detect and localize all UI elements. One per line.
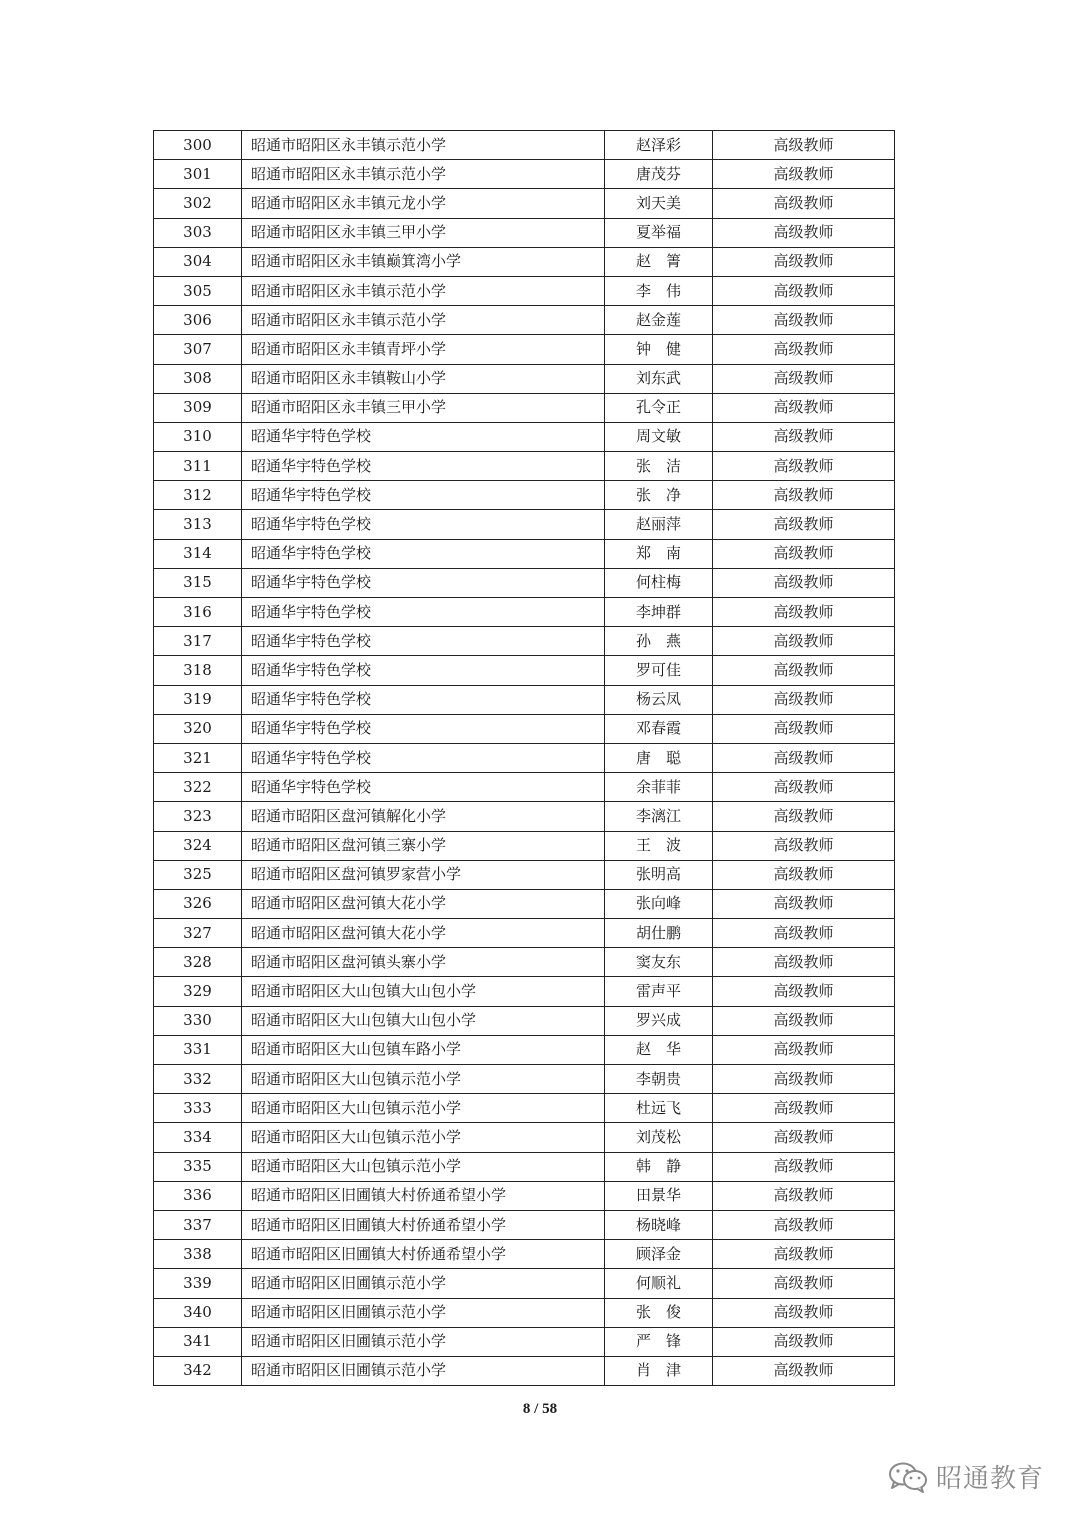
professional-title: 高级教师 [713,247,895,276]
professional-title: 高级教师 [713,1065,895,1094]
school-name: 昭通华宇特色学校 [242,656,605,685]
professional-title: 高级教师 [713,364,895,393]
school-name: 昭通市昭阳区永丰镇示范小学 [242,131,605,160]
teacher-name: 肖 津 [605,1356,713,1385]
table-row [154,364,895,393]
school-name: 昭通华宇特色学校 [242,452,605,481]
row-number: 309 [154,393,242,422]
teacher-name: 孔令正 [605,393,713,422]
row-number: 332 [154,1065,242,1094]
row-number: 339 [154,1269,242,1298]
teacher-name: 余菲菲 [605,773,713,802]
table-row [154,568,895,597]
row-number: 321 [154,743,242,772]
professional-title: 高级教师 [713,131,895,160]
row-number: 301 [154,160,242,189]
row-number: 326 [154,889,242,918]
school-name: 昭通市昭阳区盘河镇罗家营小学 [242,860,605,889]
teacher-name: 张 净 [605,481,713,510]
table-row [154,1240,895,1269]
row-number: 323 [154,802,242,831]
professional-title: 高级教师 [713,189,895,218]
teacher-name: 胡仕鹏 [605,919,713,948]
table-row [154,306,895,335]
school-name: 昭通市昭阳区旧圃镇示范小学 [242,1356,605,1385]
teacher-name: 邓春霞 [605,714,713,743]
row-number: 317 [154,627,242,656]
professional-title: 高级教师 [713,1006,895,1035]
table-row [154,481,895,510]
professional-title: 高级教师 [713,1210,895,1239]
table-row [154,773,895,802]
table-row [154,656,895,685]
school-name: 昭通华宇特色学校 [242,510,605,539]
teacher-name: 窦友东 [605,948,713,977]
school-name: 昭通市昭阳区大山包镇示范小学 [242,1123,605,1152]
page-number: 8 / 58 [522,1401,558,1417]
table-row [154,977,895,1006]
row-number: 303 [154,218,242,247]
professional-title: 高级教师 [713,276,895,305]
school-name: 昭通华宇特色学校 [242,773,605,802]
row-number: 318 [154,656,242,685]
school-name: 昭通市昭阳区旧圃镇示范小学 [242,1327,605,1356]
teacher-name: 罗兴成 [605,1006,713,1035]
professional-title: 高级教师 [713,743,895,772]
teacher-name: 张明高 [605,860,713,889]
professional-title: 高级教师 [713,977,895,1006]
row-number: 334 [154,1123,242,1152]
school-name: 昭通华宇特色学校 [242,422,605,451]
teacher-name: 王 波 [605,831,713,860]
teacher-name: 刘天美 [605,189,713,218]
teacher-name: 李 伟 [605,276,713,305]
school-name: 昭通华宇特色学校 [242,627,605,656]
school-name: 昭通市昭阳区大山包镇示范小学 [242,1094,605,1123]
professional-title: 高级教师 [713,773,895,802]
teacher-name: 何柱梅 [605,568,713,597]
school-name: 昭通市昭阳区盘河镇大花小学 [242,889,605,918]
row-number: 337 [154,1210,242,1239]
school-name: 昭通市昭阳区永丰镇示范小学 [242,306,605,335]
row-number: 311 [154,452,242,481]
table-row [154,1210,895,1239]
row-number: 327 [154,919,242,948]
school-name: 昭通华宇特色学校 [242,714,605,743]
professional-title: 高级教师 [713,1123,895,1152]
school-name: 昭通市昭阳区大山包镇示范小学 [242,1152,605,1181]
row-number: 316 [154,598,242,627]
table-row [154,948,895,977]
row-number: 335 [154,1152,242,1181]
teacher-name: 赵泽彩 [605,131,713,160]
school-name: 昭通华宇特色学校 [242,481,605,510]
row-number: 314 [154,539,242,568]
row-number: 333 [154,1094,242,1123]
school-name: 昭通华宇特色学校 [242,743,605,772]
teacher-name: 夏举福 [605,218,713,247]
teacher-name: 田景华 [605,1181,713,1210]
professional-title: 高级教师 [713,422,895,451]
row-number: 325 [154,860,242,889]
professional-title: 高级教师 [713,1240,895,1269]
school-name: 昭通市昭阳区旧圃镇示范小学 [242,1269,605,1298]
school-name: 昭通市昭阳区大山包镇示范小学 [242,1065,605,1094]
school-name: 昭通市昭阳区旧圃镇大村侨通希望小学 [242,1240,605,1269]
professional-title: 高级教师 [713,1298,895,1327]
table-row [154,598,895,627]
row-number: 302 [154,189,242,218]
roster-body [154,131,895,1386]
teacher-name: 严 锋 [605,1327,713,1356]
row-number: 310 [154,422,242,451]
school-name: 昭通市昭阳区旧圃镇大村侨通希望小学 [242,1210,605,1239]
professional-title: 高级教师 [713,160,895,189]
school-name: 昭通市昭阳区盘河镇头寨小学 [242,948,605,977]
professional-title: 高级教师 [713,802,895,831]
teacher-name: 周文敏 [605,422,713,451]
professional-title: 高级教师 [713,948,895,977]
teacher-name: 钟 健 [605,335,713,364]
row-number: 342 [154,1356,242,1385]
school-name: 昭通市昭阳区永丰镇三甲小学 [242,393,605,422]
professional-title: 高级教师 [713,393,895,422]
professional-title: 高级教师 [713,1327,895,1356]
table-row [154,1269,895,1298]
teacher-name: 赵金莲 [605,306,713,335]
row-number: 340 [154,1298,242,1327]
teacher-name: 何顺礼 [605,1269,713,1298]
table-row [154,743,895,772]
professional-title: 高级教师 [713,714,895,743]
table-row [154,452,895,481]
table-row [154,714,895,743]
school-name: 昭通市昭阳区盘河镇三寨小学 [242,831,605,860]
teacher-name: 赵 华 [605,1035,713,1064]
teacher-name: 杨晓峰 [605,1210,713,1239]
professional-title: 高级教师 [713,919,895,948]
professional-title: 高级教师 [713,831,895,860]
professional-title: 高级教师 [713,656,895,685]
table-row [154,1035,895,1064]
row-number: 312 [154,481,242,510]
table-row [154,1356,895,1385]
table-row [154,393,895,422]
teacher-name: 雷声平 [605,977,713,1006]
table-row [154,1065,895,1094]
school-name: 昭通华宇特色学校 [242,539,605,568]
teacher-name: 李坤群 [605,598,713,627]
teacher-name: 唐 聪 [605,743,713,772]
row-number: 328 [154,948,242,977]
row-number: 300 [154,131,242,160]
teacher-name: 杜远飞 [605,1094,713,1123]
teacher-name: 郑 南 [605,539,713,568]
row-number: 307 [154,335,242,364]
professional-title: 高级教师 [713,860,895,889]
watermark [888,1458,1044,1495]
row-number: 324 [154,831,242,860]
school-name: 昭通市昭阳区大山包镇车路小学 [242,1035,605,1064]
wechat-icon [888,1461,928,1493]
professional-title: 高级教师 [713,306,895,335]
school-name: 昭通市昭阳区盘河镇大花小学 [242,919,605,948]
table-row [154,627,895,656]
professional-title: 高级教师 [713,1269,895,1298]
row-number: 313 [154,510,242,539]
table-row [154,1181,895,1210]
professional-title: 高级教师 [713,1035,895,1064]
teacher-name: 李漓江 [605,802,713,831]
table-row [154,1152,895,1181]
table-row [154,539,895,568]
row-number: 331 [154,1035,242,1064]
table-row [154,802,895,831]
professional-title: 高级教师 [713,889,895,918]
professional-title: 高级教师 [713,481,895,510]
school-name: 昭通华宇特色学校 [242,598,605,627]
teacher-name: 罗可佳 [605,656,713,685]
professional-title: 高级教师 [713,452,895,481]
school-name: 昭通市昭阳区大山包镇大山包小学 [242,977,605,1006]
teacher-name: 刘东武 [605,364,713,393]
professional-title: 高级教师 [713,1094,895,1123]
teacher-name: 杨云凤 [605,685,713,714]
row-number: 341 [154,1327,242,1356]
teacher-roster-table [153,130,895,1386]
row-number: 329 [154,977,242,1006]
professional-title: 高级教师 [713,685,895,714]
school-name: 昭通市昭阳区永丰镇示范小学 [242,160,605,189]
table-row [154,685,895,714]
school-name: 昭通华宇特色学校 [242,568,605,597]
row-number: 304 [154,247,242,276]
teacher-name: 赵丽萍 [605,510,713,539]
table-row [154,131,895,160]
professional-title: 高级教师 [713,510,895,539]
professional-title: 高级教师 [713,627,895,656]
teacher-name: 赵 箐 [605,247,713,276]
professional-title: 高级教师 [713,1152,895,1181]
teacher-name: 张 俊 [605,1298,713,1327]
row-number: 315 [154,568,242,597]
school-name: 昭通市昭阳区旧圃镇大村侨通希望小学 [242,1181,605,1210]
school-name: 昭通市昭阳区永丰镇鞍山小学 [242,364,605,393]
professional-title: 高级教师 [713,218,895,247]
professional-title: 高级教师 [713,1181,895,1210]
school-name: 昭通市昭阳区永丰镇元龙小学 [242,189,605,218]
table-row [154,831,895,860]
professional-title: 高级教师 [713,598,895,627]
teacher-name: 刘茂松 [605,1123,713,1152]
teacher-name: 张 洁 [605,452,713,481]
school-name: 昭通市昭阳区永丰镇巅箕湾小学 [242,247,605,276]
table-row [154,1298,895,1327]
table-row [154,889,895,918]
professional-title: 高级教师 [713,335,895,364]
row-number: 330 [154,1006,242,1035]
table-row [154,860,895,889]
school-name: 昭通市昭阳区永丰镇三甲小学 [242,218,605,247]
teacher-name: 李朝贵 [605,1065,713,1094]
row-number: 308 [154,364,242,393]
school-name: 昭通市昭阳区大山包镇大山包小学 [242,1006,605,1035]
table-row [154,1094,895,1123]
table-row [154,247,895,276]
table-row [154,510,895,539]
school-name: 昭通市昭阳区永丰镇示范小学 [242,276,605,305]
table-row [154,1006,895,1035]
professional-title: 高级教师 [713,1356,895,1385]
school-name: 昭通市昭阳区永丰镇青坪小学 [242,335,605,364]
row-number: 338 [154,1240,242,1269]
teacher-name: 顾泽金 [605,1240,713,1269]
professional-title: 高级教师 [713,539,895,568]
table-row [154,919,895,948]
row-number: 322 [154,773,242,802]
table-row [154,335,895,364]
table-row [154,160,895,189]
teacher-name: 张向峰 [605,889,713,918]
table-row [154,1327,895,1356]
school-name: 昭通市昭阳区旧圃镇示范小学 [242,1298,605,1327]
teacher-name: 韩 静 [605,1152,713,1181]
school-name: 昭通市昭阳区盘河镇解化小学 [242,802,605,831]
table-row [154,218,895,247]
table-row [154,422,895,451]
table-row [154,276,895,305]
school-name: 昭通华宇特色学校 [242,685,605,714]
row-number: 305 [154,276,242,305]
teacher-name: 唐茂芬 [605,160,713,189]
row-number: 320 [154,714,242,743]
row-number: 319 [154,685,242,714]
table-row [154,1123,895,1152]
teacher-name: 孙 燕 [605,627,713,656]
table-row [154,189,895,218]
row-number: 306 [154,306,242,335]
professional-title: 高级教师 [713,568,895,597]
row-number: 336 [154,1181,242,1210]
watermark-text: 昭通教育 [935,1464,1044,1494]
